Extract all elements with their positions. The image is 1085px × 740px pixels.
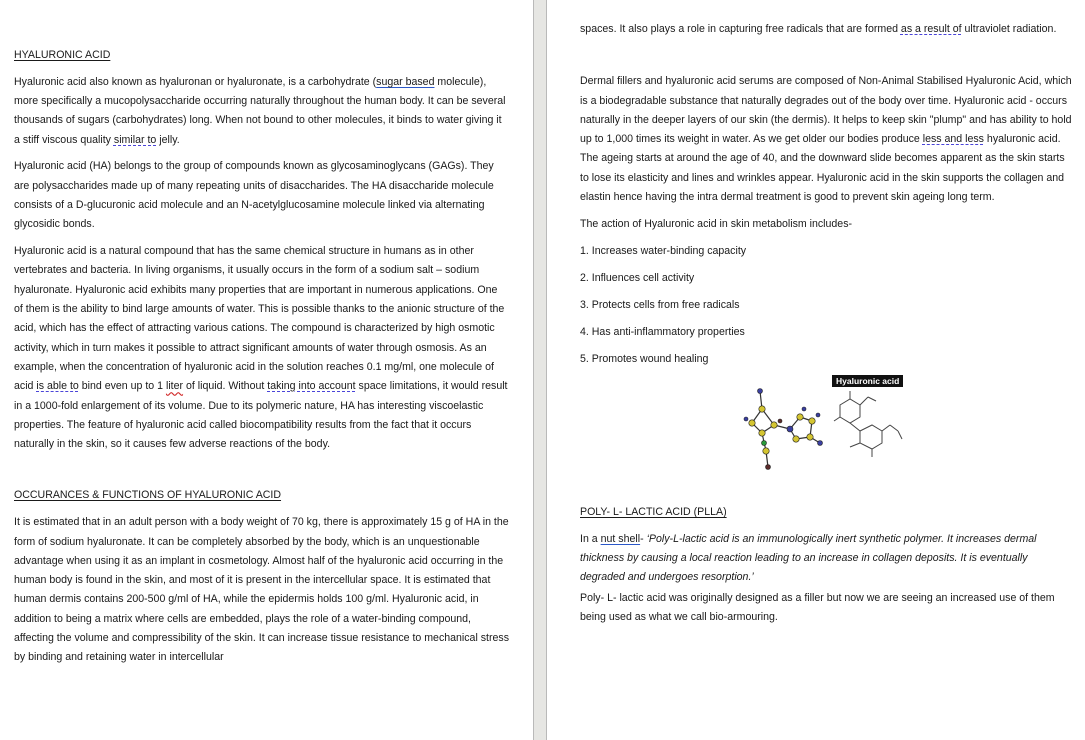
paragraph-plla-definition <box>580 530 1075 588</box>
paragraph-occurances: It is estimated that in an adult person with a body weight of 70 kg, there is approximately 15 g of HA in the form of sodium hyaluronate. It can be completely absorbed by the body, which is an unquestionable advantage when using it as an implant in cosmetology. Almost half of the hyaluronic acid occurring in the human body is found in the skin, and most of it is present in the intercellular space. It is estimated that human dermis contains 200-500 g/ml of HA, while the epidermis holds 100 g/ml. Hyaluronic acid, in addition to being a matrix where cells are embedded, plays the role of a water-binding compound, affecting the volume and compressibility of the skin. It can increase tissue resistance to mechanical stress by binding and retaining water in intercellular <box>14 516 510 664</box>
text-run: - <box>640 532 647 545</box>
text-run: In a <box>580 532 601 545</box>
paragraph-continued <box>580 20 1075 39</box>
list-item: 4. Has anti-inflammatory properties <box>580 325 745 338</box>
text-run: Dermal fillers and hyaluronic acid serums are composed of Non-Animal Stabilised Hyaluronic Acid, which is a biodegradable substance that naturally degrades out of the body over time. Hyaluronic acid - occurs naturally in the deeper layers of our skin (the dermis). It helps to keep skin "plump" and has ability to hold up to 1,000 times its weight in water. As we get older our bodies produce <box>580 75 1072 146</box>
text-run: spaces. It also plays a role in capturing free radicals that are formed <box>580 23 901 35</box>
heading-hyaluronic-acid: HYALURONIC ACID <box>14 49 111 61</box>
text-run: of liquid. Without <box>183 380 268 393</box>
ball-and-stick-molecule-image <box>740 381 830 471</box>
grammar-flag[interactable]: sugar based <box>376 75 435 88</box>
paragraph-plla-usage: Poly- L- lactic acid was originally designed as a filler but now we are seeing an increased use of them being used as what we call bio-armouring. <box>580 591 1055 624</box>
paragraph-gags: Hyaluronic acid (HA) belongs to the group of compounds known as glycosaminoglycans (GAGs). They are polysaccharides made up of many repeating units of disaccharides. The HA disaccharide molecule consists of a D-glucuronic acid molecule and an N-acetylglucosamine molecule linked via alternating glycosidic bonds. <box>14 160 494 231</box>
list-item: 1. Increases water-binding capacity <box>580 244 747 257</box>
paragraph-intro <box>14 73 509 150</box>
page-content[interactable] <box>14 46 509 668</box>
text-run: Hyaluronic acid is a natural compound that has the same chemical structure in humans as in other vertebrates and bacteria. In living organisms, it usually occurs in the form of a sodium salt – sodium hyaluronate. Hyaluronic acid exhibits many properties that are important in numerous applications. One of them is the ability to bind large amounts of water. This is possible thanks to the anionic structure of the acid, which has the effect of attracting various cations. The compound is characterized by high osmotic activity, which in turn makes it possible to attract significant amounts of water through osmosis. As an example, when the concentration of hyaluronic acid in the solution reaches 0.1 mg/ml, one molecule of acid <box>14 245 505 393</box>
text-run: hyaluronic acid. The ageing starts at around the age of 40, and the downward slide becomes apparent as the skin starts to lose its elasticity and lines and wrinkles appear. Hyaluronic acid in the skin supports the collagen and elastin hence having the intra dermal treatment is good to prevent skin ageing long term. <box>580 133 1065 204</box>
style-flag[interactable]: similar to <box>113 133 157 146</box>
style-flag[interactable]: as a result of <box>900 23 962 35</box>
structural-formula-image <box>832 389 912 463</box>
text-run: molecule), more specifically a mucopolysaccharide occurring naturally throughout the human body. It can be several thousands of sugars (carbohydrates) long. When not bound to other molecules, it binds to water giving it a stiff viscous quality <box>14 75 506 146</box>
list-intro: The action of Hyaluronic acid in skin metabolism includes- <box>580 217 853 230</box>
paragraph-dermal-fillers <box>580 72 1075 207</box>
page-gutter <box>533 0 547 740</box>
page-content[interactable] <box>580 20 1075 627</box>
paragraph-natural-compound <box>14 242 509 454</box>
document-page-left <box>0 0 533 740</box>
text-run: ultraviolet radiation. <box>961 23 1057 35</box>
text-run: jelly. <box>156 133 180 146</box>
style-flag[interactable]: taking into account <box>267 380 356 393</box>
quote-text: ‘Poly-L-lactic acid is an immunologically inert synthetic polymer. It increases dermal thickness by causing a local reaction leading to an increase in collagen deposits. It is eventually degraded and undergoes resorption.’ <box>580 532 1037 584</box>
hyaluronic-acid-figure[interactable] <box>740 375 910 465</box>
list-item: 5. Promotes wound healing <box>580 352 709 365</box>
style-flag[interactable]: is able to <box>36 380 79 393</box>
list-item: 3. Protects cells from free radicals <box>580 298 740 311</box>
figure-label: Hyaluronic acid <box>832 375 903 387</box>
text-run: bind even up to 1 <box>78 380 166 393</box>
grammar-flag[interactable]: nut shell <box>600 532 641 545</box>
list-item: 2. Influences cell activity <box>580 271 695 284</box>
text-run: space limitations, it would result in a 1000-fold enlargement of its volume. Due to its polymeric nature, HA has interesting viscoelastic properties. The feature of hyaluronic acid called biocompatibility results from the fact that it occurs naturally in the skin, so it causes few adverse reactions of the body. <box>14 380 508 451</box>
heading-occurances: OCCURANCES & FUNCTIONS OF HYALURONIC ACID <box>14 489 282 502</box>
heading-plla: POLY- L- LACTIC ACID (PLLA) <box>580 506 727 519</box>
style-flag[interactable]: less and less <box>922 133 984 146</box>
spelling-flag[interactable]: liter <box>165 380 184 393</box>
text-run: Hyaluronic acid also known as hyaluronan or hyaluronate, is a carbohydrate ( <box>14 75 377 88</box>
document-page-right <box>547 0 1085 740</box>
